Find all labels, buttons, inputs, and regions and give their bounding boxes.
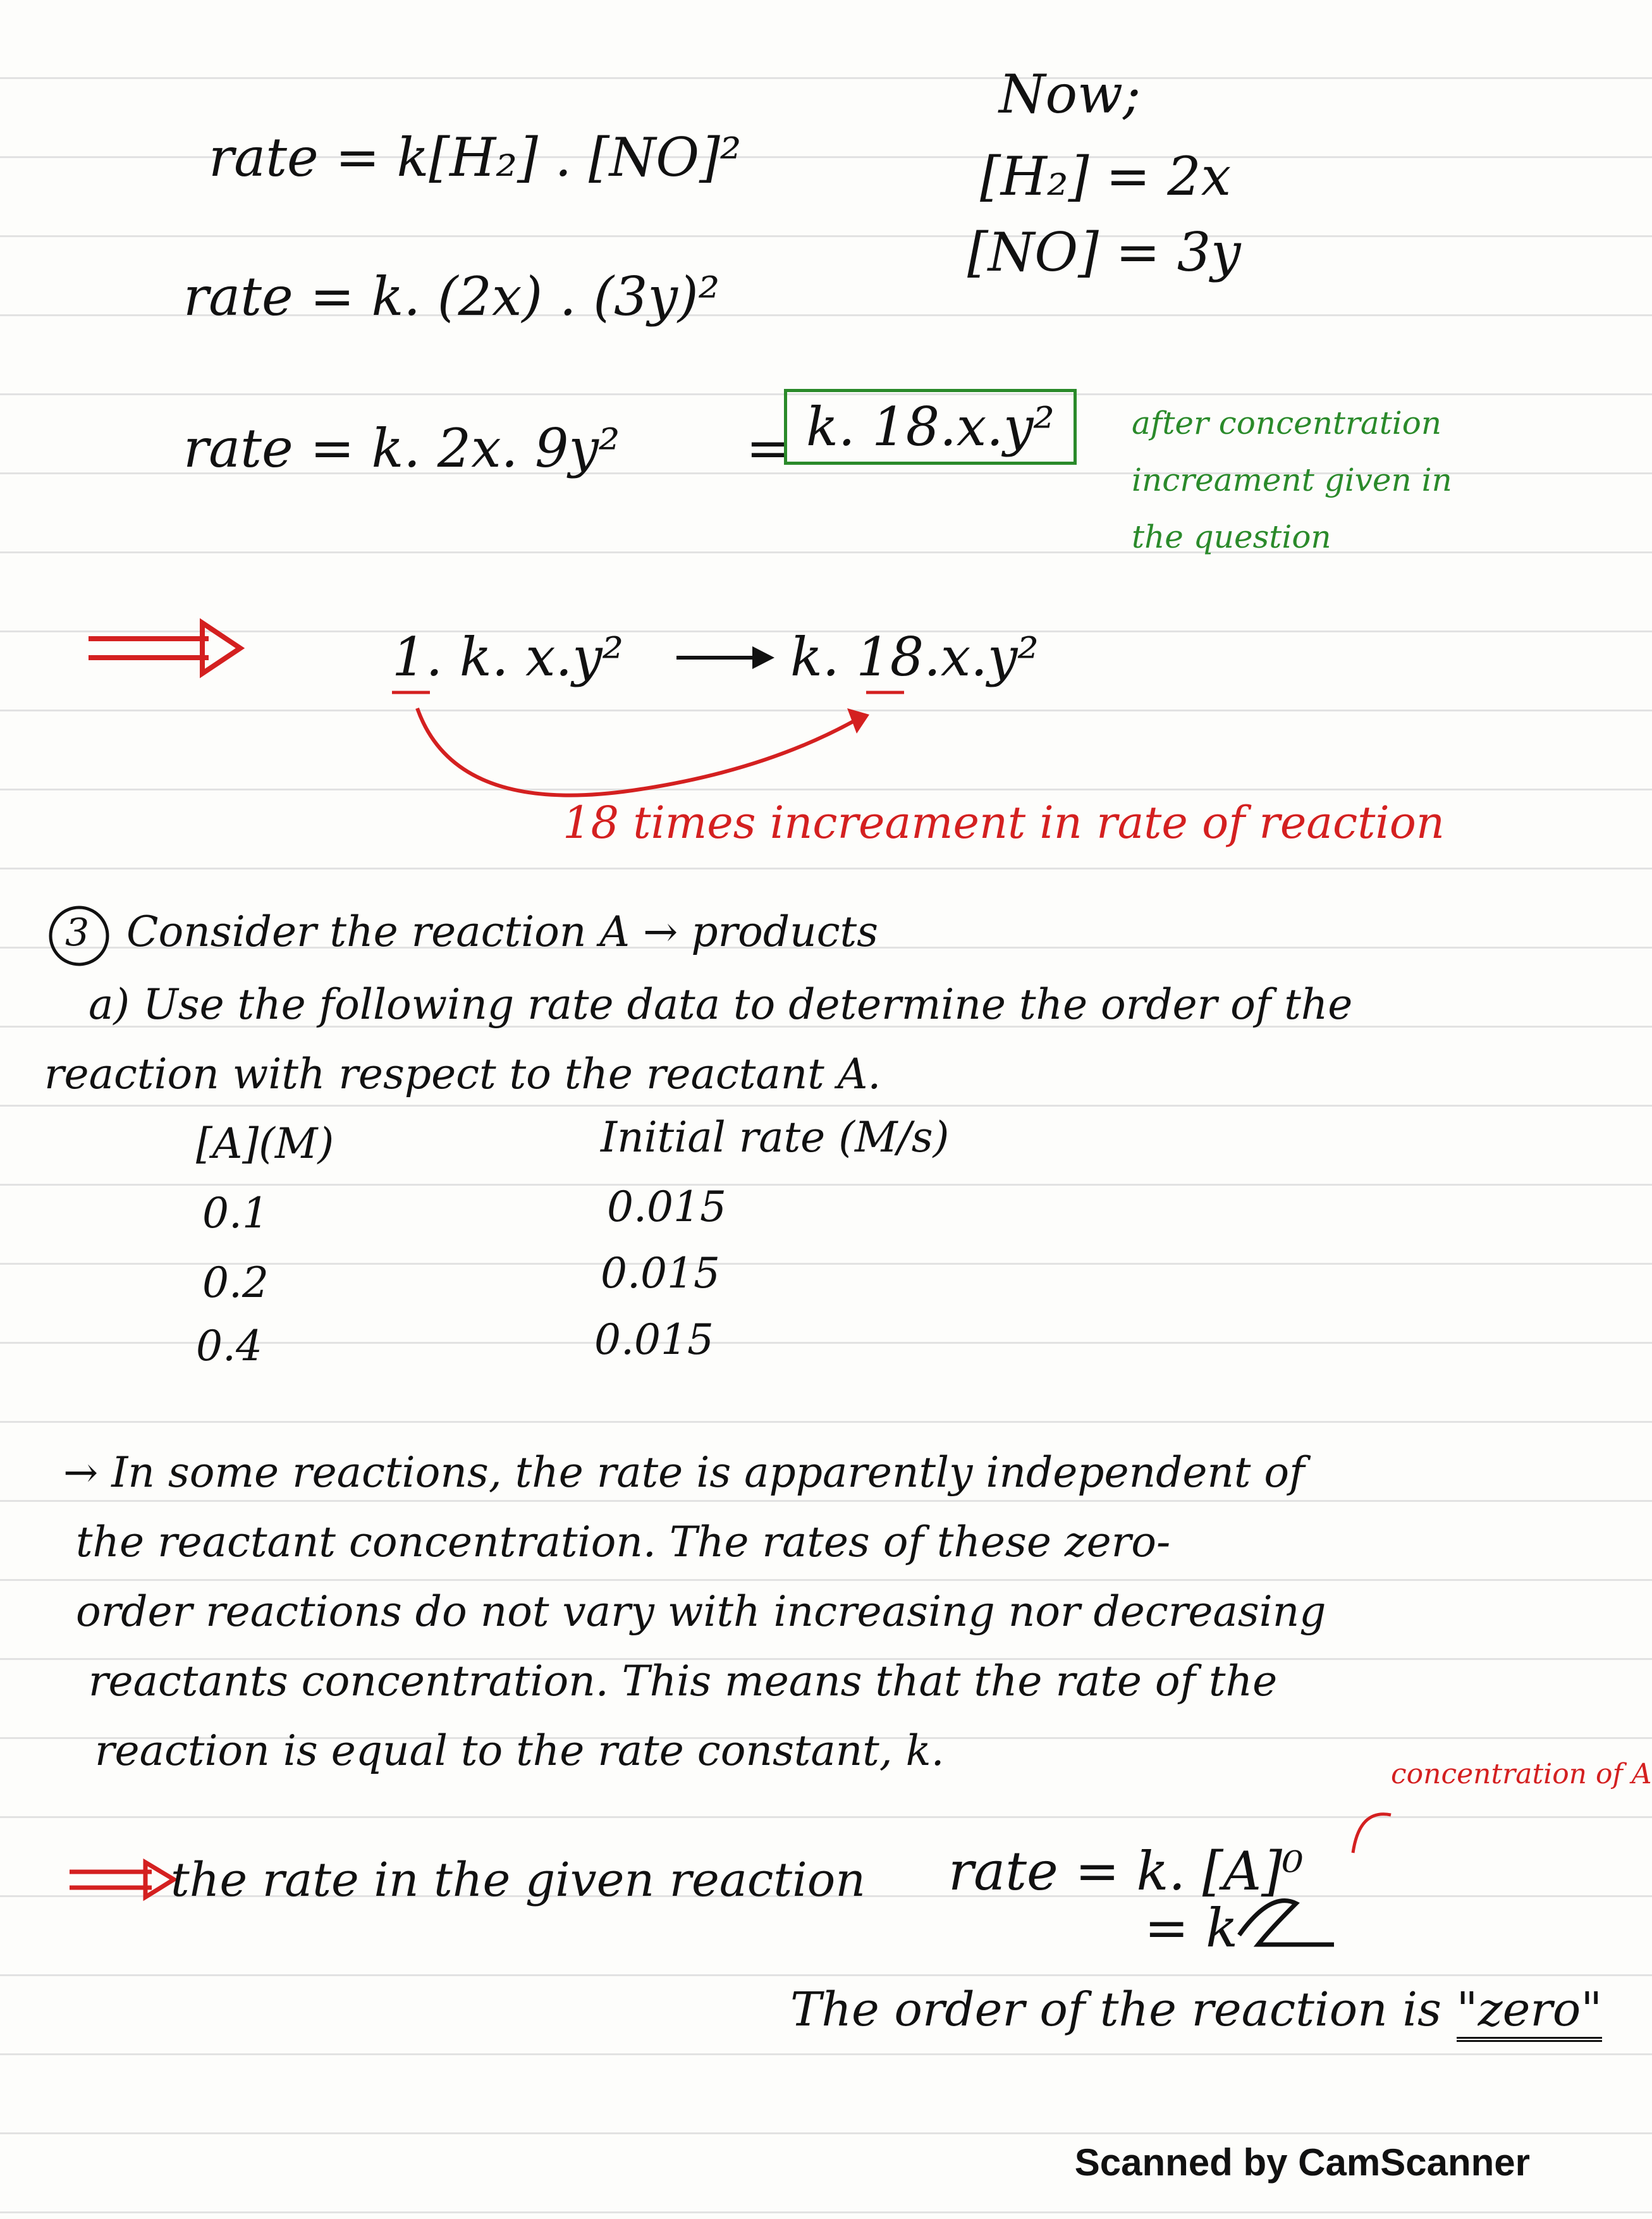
red-pointer-curve-icon [1353,1814,1391,1853]
rate-equals-k: = k [1144,1897,1238,1959]
rate-change-arrow-icon [676,646,774,669]
red-implies-arrow-icon [89,623,240,673]
red-conclusion: 18 times increament in rate of reaction [563,797,1445,849]
checkmark-icon [1239,1901,1334,1945]
part-a-line-1: a) Use the following rate data to determine the order of the [89,980,1353,1029]
table-row-1-conc: 0.1 [202,1189,269,1238]
table-row-3-conc: 0.4 [196,1322,262,1370]
explanation-line-4: reactants concentration. This means that the rate of the [89,1657,1278,1706]
rate-equation-1: rate = k[H₂] . [NO]² [209,126,742,188]
rate-equation-3: rate = k. 2x. 9y² [183,417,620,479]
table-row-2-rate: 0.015 [601,1249,720,1298]
note-line-1: after concentration [1132,405,1442,441]
rate-zero-order-equation: rate = k. [A]⁰ [948,1840,1304,1902]
boxed-result: k. 18.x.y² [784,389,1077,465]
concentration-annotation: concentration of A [1391,1758,1652,1790]
order-value: "zero" [1457,1982,1603,2042]
h2-concentration: [H₂] = 2x [980,145,1232,207]
problem-number: 3 [65,911,90,955]
initial-rate: 1. k. x.y² [392,626,624,688]
explanation-line-3: order reactions do not vary with increasing nor decreasing [76,1587,1326,1636]
explanation-line-1: → In some reactions, the rate is apparently independent of [63,1448,1305,1497]
red-curve-arrow-icon [417,708,860,796]
table-header-concentration: [A](M) [196,1119,334,1168]
equals-sign: = [746,417,791,479]
order-prefix: The order of the reaction is [790,1982,1442,2037]
part-a-line-2: reaction with respect to the reactant A. [44,1050,881,1098]
scanner-watermark: Scanned by CamScanner [1074,2141,1530,2184]
table-row-2-conc: 0.2 [202,1258,269,1307]
note-line-2: increament given in [1132,462,1452,498]
now-label: Now; [999,63,1141,125]
explanation-line-5: reaction is equal to the rate constant, k. [95,1726,945,1775]
conclusion-label: the rate in the given reaction [171,1853,866,1907]
table-header-rate: Initial rate (M/s) [601,1113,950,1162]
new-rate: k. 18.x.y² [790,626,1039,688]
explanation-line-2: the reactant concentration. The rates of these zero- [76,1518,1171,1566]
note-line-3: the question [1132,519,1331,555]
red-implies-arrow-2-icon [70,1862,174,1897]
rate-equation-2: rate = k. (2x) . (3y)² [183,266,720,328]
problem-statement: Consider the reaction A → products [126,907,878,956]
order-statement [790,1982,1602,2037]
no-concentration: [NO] = 3y [967,221,1241,283]
table-row-3-rate: 0.015 [594,1315,714,1364]
table-row-1-rate: 0.015 [607,1183,726,1231]
